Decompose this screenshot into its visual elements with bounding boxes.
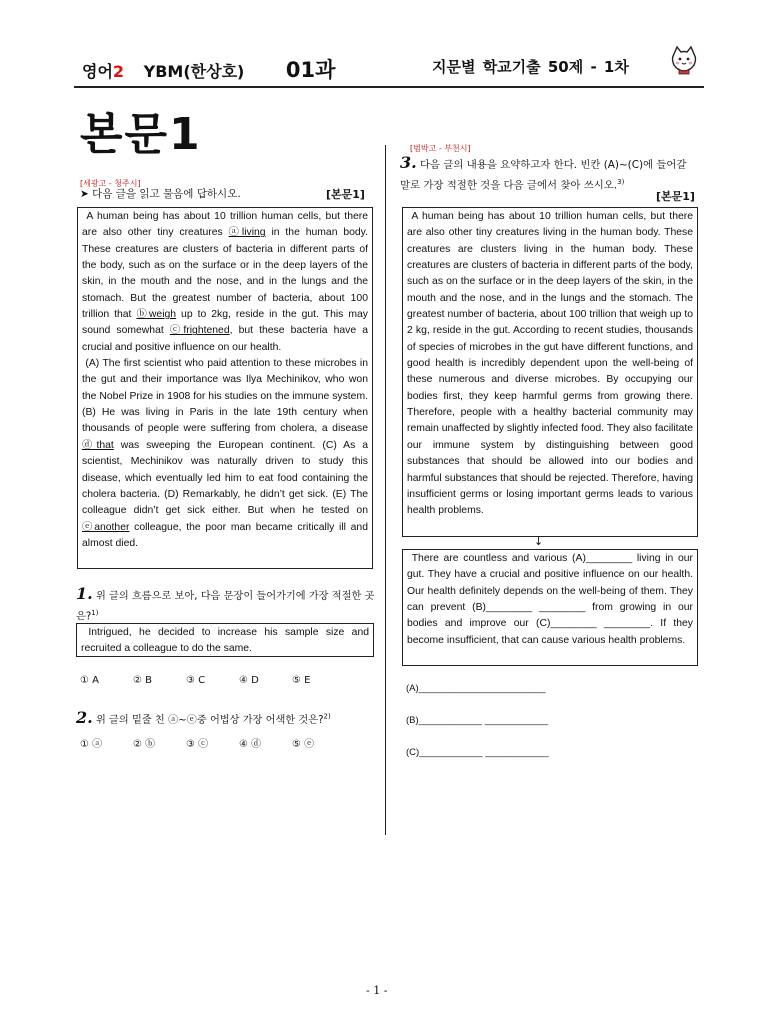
passage-text: (A) The first scientist who paid attention to these microbes in the gut and their importance was Ilya Mechinikov, who won the Nobel Prize in 1908 for his studies on the immune system. (B) He was living in Paris in the late 19th century when thousands of people were suffering from cholera, a disease — [82, 358, 368, 435]
underlined-mark-b: ⓑweigh — [136, 309, 177, 321]
passage-tag-right: [본문1] — [656, 190, 695, 203]
footnote-ref: 3) — [617, 178, 625, 186]
choice-option[interactable]: ① ⓐ — [80, 739, 103, 750]
summary-text: There are countless and various (A)________ living in our gut. They have a crucial and positive influence on our health. Our health definitely depends on the well-being of them. They can prevent (B)________ ________ from growing in our bodies and improve our (C)________ ________. If they become insufficient, that can cause various health problems. — [407, 553, 693, 646]
question-text: 위 글의 밑줄 친 ⓐ~ⓔ중 어법상 가장 어색한 것은? — [95, 715, 324, 726]
passage-text: A human being has about 10 trillion human cells, but there are also other tiny creatures — [82, 211, 368, 239]
lesson-number: 01과 — [285, 58, 336, 82]
header-title: 지문별 학교기출 50제 - 1차 — [432, 58, 629, 76]
direction-text: ➤ 다음 글을 읽고 물음에 답하시오. — [80, 188, 241, 200]
answer-line-a[interactable]: (A)________________________ — [406, 683, 546, 694]
answer-line-c[interactable]: (C)____________ ____________ — [406, 747, 549, 758]
choice-option[interactable]: ④ ⓓ — [239, 739, 262, 750]
footnote-ref: 1) — [91, 609, 99, 617]
question-number: 2. — [76, 708, 93, 727]
subject-prefix: 영어 — [82, 62, 113, 81]
passage-text: in the human body. These creatures are clusters of bacteria in different parts of the body, such as on the surface or in the deep layers of the skin, in the mouth and the nose, and in the lungs and the stomach. But the greatest number of bacteria, about 100 trillion that — [82, 227, 368, 321]
passage-paragraph-1 — [82, 209, 368, 356]
passage-box-right — [402, 207, 698, 537]
source-label-right: [범박고 - 부천시] — [410, 144, 471, 153]
passage-text: was sweeping the European continent. (C) As a scientist, Mechinikov was naturally driven to study this disease, which eventually led him to eat food containing the cholera bacteria. (D) Remarkably, he didn’t get sick. (E) The colleague didn’t get sick either. But when he tested on — [82, 439, 368, 517]
choice-option[interactable]: ② B — [133, 675, 153, 686]
passage-paragraph-2 — [82, 356, 368, 552]
header-divider — [74, 86, 704, 88]
cat-mascot-icon — [668, 44, 700, 76]
insert-sentence-box — [76, 623, 374, 657]
footnote-ref: 2) — [323, 712, 331, 721]
underlined-mark-c: ⓒfrightened — [169, 325, 230, 337]
question-1 — [76, 586, 376, 625]
answer-choices-q2 — [80, 735, 345, 750]
underlined-mark-a: ⓐliving — [228, 227, 266, 239]
passage-text: A human being has about 10 trillion human cells, but there are also other tiny creatures living in the human body. These creatures are clusters living in the human body. These creatures are clusters of bacteria in different parts of the body, such as on the surface or in the deep layers of the skin, in the mouth and the nose, and in the lungs and the stomach. The greatest number of bacteria, about 100 trillion that weigh up to 2 kg, reside in the gut. According to recent studies, thousands of species of microbes in the gut have different functions, and good health is incredibly dependent upon the well-being of these numerous and diverse microbes. By occupying our bodies first, they keep harmful germs from growing there. Therefore, people with a healthy bacterial community may remain unaffected by slightly infected food. They also facilitate our immune system by distinguishing between good substances that should be allowed into our bodies and harmful substances that should be rejected. Therefore, having insufficient germs or losing important germs leads to various health problems. — [407, 211, 693, 517]
passage-text: , but these bacteria have a crucial and positive influence on our health. — [82, 325, 368, 353]
answer-choices-q1 — [80, 675, 345, 686]
answer-line-b[interactable]: (B)____________ ____________ — [406, 715, 549, 726]
passage-text: colleague, the poor man became critically ill and almost died. — [82, 521, 368, 549]
question-text: 위 글의 흐름으로 보아, 다음 문장이 들어가기에 가장 적절한 곳은? — [76, 591, 375, 623]
underlined-mark-d: ⓓthat — [82, 439, 114, 451]
subject-number: 2 — [112, 62, 125, 81]
page-title: 본문1 — [80, 109, 202, 160]
answer-blanks — [406, 683, 549, 779]
passage-text: up to 2kg, reside in the gut. This may sound somewhat — [82, 309, 368, 337]
choice-option[interactable]: ④ D — [239, 675, 259, 686]
choice-option[interactable]: ③ ⓒ — [186, 739, 209, 750]
publisher: YBM(한상호) — [143, 62, 245, 81]
source-label-left: [세광고 - 청주시] — [80, 179, 141, 188]
down-arrow-icon: ↓ — [534, 535, 544, 548]
passage-box-left — [77, 207, 373, 569]
passage-tag-left: [본문1] — [326, 188, 365, 201]
choice-option[interactable]: ⑤ ⓔ — [292, 739, 315, 750]
header-subject — [82, 54, 335, 84]
choice-option[interactable]: ⑤ E — [292, 675, 311, 686]
column-divider — [385, 145, 386, 835]
question-text: 다음 글의 내용을 요약하고자 한다. 빈칸 (A)~(C)에 들어갈 말로 가장 적절한 것을 다음 글에서 찾아 쓰시오. — [400, 159, 687, 192]
insert-sentence: Intrigued, he decided to increase his sample size and recruited a colleague to do the same. — [81, 627, 370, 654]
question-number: 3. — [400, 153, 417, 172]
question-3 — [400, 154, 698, 194]
choice-option[interactable]: ② ⓑ — [133, 739, 156, 750]
question-number: 1. — [76, 584, 93, 603]
page-number: - 1 - — [366, 984, 388, 997]
choice-option[interactable]: ① A — [80, 675, 99, 686]
question-2 — [76, 708, 376, 727]
underlined-mark-e: ⓔanother — [82, 521, 130, 533]
choice-option[interactable]: ③ C — [186, 675, 206, 686]
summary-box — [402, 549, 698, 666]
